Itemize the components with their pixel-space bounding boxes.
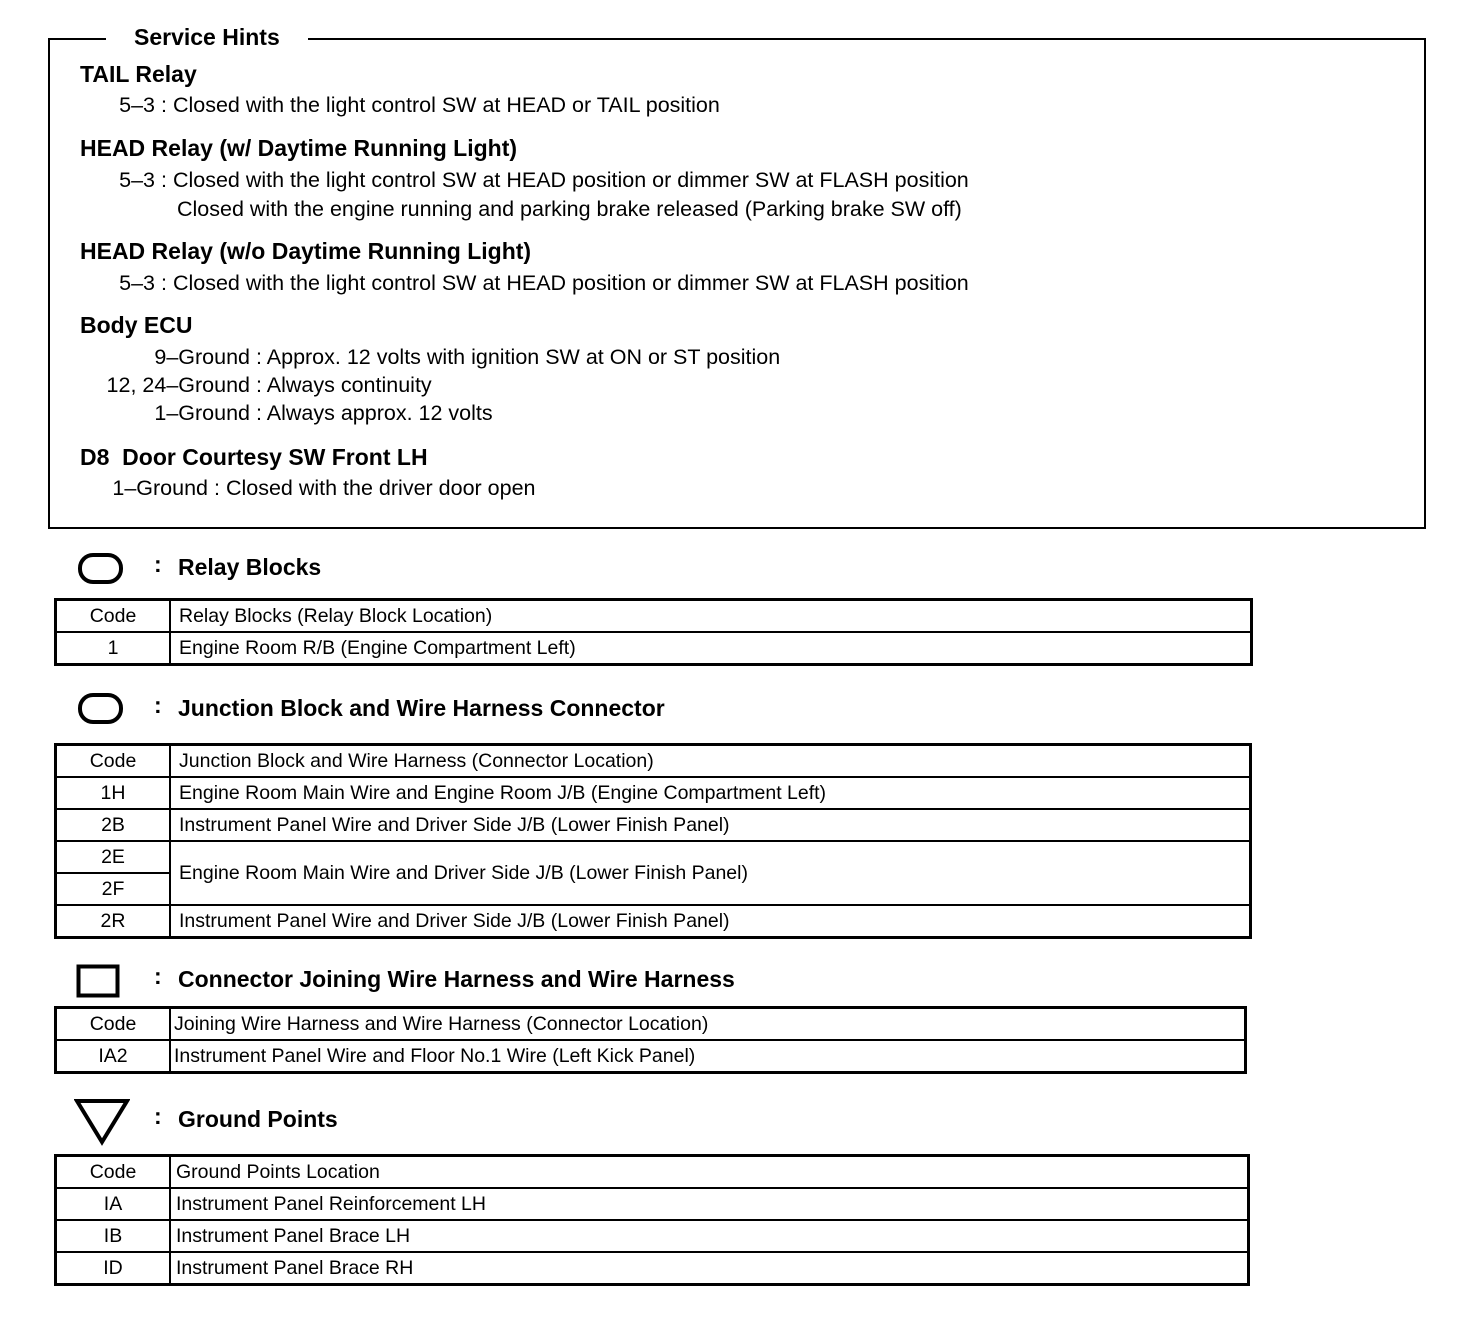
hint-text: Closed with the driver door open xyxy=(225,476,536,500)
hint-key: 1–Ground xyxy=(154,401,250,425)
hint-section-title: D8 Door Courtesy SW Front LH xyxy=(80,444,428,470)
code-cell: 2R xyxy=(56,905,171,938)
code-cell: 1H xyxy=(56,777,171,809)
code-cell: 2E xyxy=(56,841,171,873)
hint-key: 12, 24–Ground xyxy=(106,373,250,397)
hint-line xyxy=(80,399,493,427)
table-row xyxy=(56,777,1251,809)
table-row xyxy=(56,1252,1249,1285)
connectors-heading: Connector Joining Wire Harness and Wire Harness xyxy=(178,966,735,992)
code-cell: ID xyxy=(56,1252,171,1285)
desc-header: Relay Blocks (Relay Block Location) xyxy=(170,600,1252,633)
code-cell: IA2 xyxy=(56,1040,171,1073)
desc-cell: Engine Room Main Wire and Driver Side J/B (Lower Finish Panel) xyxy=(170,841,1251,905)
hint-text: Closed with the light control SW at HEAD position or dimmer SW at FLASH position xyxy=(172,168,969,192)
table-header-row xyxy=(56,1008,1246,1041)
hint-sep: : xyxy=(160,271,167,295)
desc-cell: Engine Room R/B (Engine Compartment Left) xyxy=(170,632,1252,665)
hint-text: Closed with the light control SW at HEAD or TAIL position xyxy=(172,93,720,117)
desc-cell: Engine Room Main Wire and Engine Room J/B (Engine Compartment Left) xyxy=(170,777,1251,809)
triangle-down-icon xyxy=(74,1098,130,1146)
hint-line xyxy=(80,371,432,399)
table-row xyxy=(56,1220,1249,1252)
table-header-row xyxy=(56,1156,1249,1189)
code-cell: 1 xyxy=(56,632,171,665)
hint-line xyxy=(80,474,536,502)
section-colon: : xyxy=(154,1103,162,1129)
square-icon xyxy=(76,964,122,1000)
code-header: Code xyxy=(56,1156,171,1189)
hint-section-title: Body ECU xyxy=(80,312,193,338)
hint-text: Closed with the light control SW at HEAD position or dimmer SW at FLASH position xyxy=(172,271,969,295)
hint-line xyxy=(80,91,720,119)
desc-header: Junction Block and Wire Harness (Connector Location) xyxy=(170,745,1251,778)
hint-line xyxy=(177,195,962,223)
rounded-rectangle-icon xyxy=(78,693,124,725)
hint-key: 9–Ground xyxy=(154,345,250,369)
hint-line xyxy=(80,269,969,297)
table-header-row xyxy=(56,745,1251,778)
code-cell: 2F xyxy=(56,873,171,905)
hint-section-title: HEAD Relay (w/o Daytime Running Light) xyxy=(80,238,532,264)
table-row xyxy=(56,905,1251,938)
section-colon: : xyxy=(154,692,162,718)
table-row xyxy=(56,809,1251,841)
hint-sep: : xyxy=(255,373,262,397)
table-row xyxy=(56,1188,1249,1220)
hint-text: Approx. 12 volts with ignition SW at ON or ST position xyxy=(266,345,781,369)
table-row xyxy=(56,841,1251,873)
junction-blocks-table xyxy=(54,743,1252,939)
code-header: Code xyxy=(56,600,171,633)
hint-sep: : xyxy=(213,476,220,500)
desc-header: Joining Wire Harness and Wire Harness (Connector Location) xyxy=(170,1008,1246,1041)
ground-points-table xyxy=(54,1154,1250,1286)
desc-cell: Instrument Panel Wire and Driver Side J/B (Lower Finish Panel) xyxy=(170,809,1251,841)
relay-blocks-table xyxy=(54,598,1253,666)
hint-sep: : xyxy=(255,345,262,369)
code-header: Code xyxy=(56,745,171,778)
code-cell: IA xyxy=(56,1188,171,1220)
desc-header: Ground Points Location xyxy=(170,1156,1249,1189)
desc-cell: Instrument Panel Brace RH xyxy=(170,1252,1249,1285)
hint-line xyxy=(80,343,780,371)
hint-section-title: TAIL Relay xyxy=(80,61,197,87)
section-colon: : xyxy=(154,551,162,577)
table-row xyxy=(56,632,1252,665)
desc-cell: Instrument Panel Wire and Driver Side J/B (Lower Finish Panel) xyxy=(170,905,1251,938)
rounded-rectangle-icon xyxy=(78,553,124,585)
desc-cell: Instrument Panel Wire and Floor No.1 Wire (Left Kick Panel) xyxy=(170,1040,1246,1073)
relay-blocks-heading: Relay Blocks xyxy=(178,554,322,580)
table-header-row xyxy=(56,600,1252,633)
code-cell: 2B xyxy=(56,809,171,841)
hint-text: Closed with the engine running and parking brake released (Parking brake SW off) xyxy=(177,197,962,221)
ground-points-heading: Ground Points xyxy=(178,1106,338,1132)
hint-sep: : xyxy=(160,168,167,192)
code-header: Code xyxy=(56,1008,171,1041)
hint-sep: : xyxy=(255,401,262,425)
junction-blocks-heading: Junction Block and Wire Harness Connector xyxy=(178,695,665,721)
section-colon: : xyxy=(154,963,162,989)
hint-section-title: HEAD Relay (w/ Daytime Running Light) xyxy=(80,135,518,161)
hint-key: 5–3 xyxy=(119,168,155,192)
service-hints-title: Service Hints xyxy=(106,22,308,52)
hint-sep: : xyxy=(160,93,167,117)
hint-text: Always approx. 12 volts xyxy=(266,401,493,425)
desc-cell: Instrument Panel Reinforcement LH xyxy=(170,1188,1249,1220)
hint-key: 1–Ground xyxy=(112,476,208,500)
table-row xyxy=(56,1040,1246,1073)
hint-text: Always continuity xyxy=(266,373,432,397)
code-cell: IB xyxy=(56,1220,171,1252)
connectors-table xyxy=(54,1006,1247,1074)
desc-cell: Instrument Panel Brace LH xyxy=(170,1220,1249,1252)
hint-key: 5–3 xyxy=(119,93,155,117)
hint-key: 5–3 xyxy=(119,271,155,295)
hint-line xyxy=(80,166,969,194)
